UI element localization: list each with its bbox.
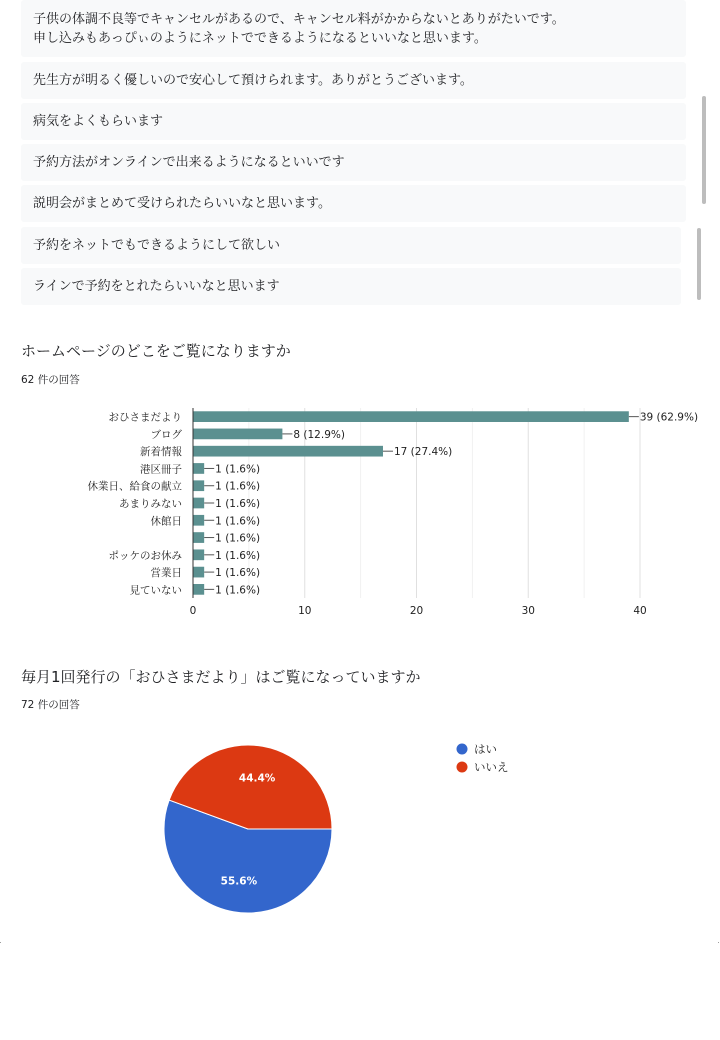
x-tick-label: 40 xyxy=(633,605,647,617)
bar xyxy=(193,584,204,595)
response-list[interactable] xyxy=(0,0,720,310)
bar xyxy=(193,429,282,440)
x-tick-label: 30 xyxy=(521,605,535,617)
slice-label: 44.4% xyxy=(238,772,276,785)
bar xyxy=(193,549,204,560)
bar xyxy=(193,498,204,509)
bar-chart-layer xyxy=(88,408,699,617)
x-tick-label: 0 xyxy=(189,605,197,617)
legend-label: いいえ xyxy=(474,760,509,774)
bar xyxy=(193,515,204,526)
question-title: ホームページのどこをご覧になりますか xyxy=(21,342,291,360)
category-label: 見ていない xyxy=(129,584,182,597)
response-item xyxy=(21,144,686,181)
bar xyxy=(193,532,204,543)
category-label: 休館日 xyxy=(150,515,182,528)
response-text: 病気をよくもらいます xyxy=(33,114,164,129)
category-label: 休業日、給食の献立 xyxy=(87,480,182,493)
category-label: ブログ xyxy=(150,428,182,441)
legend-label: はい xyxy=(474,742,497,756)
scrollbar-thumb[interactable] xyxy=(702,96,706,204)
bar xyxy=(193,567,204,578)
response-text: 先生方が明るく優しいので安心して預けられます。ありがとうございます。 xyxy=(33,73,473,88)
response-text: ラインで予約をとれたらいいなと思います xyxy=(33,279,280,294)
scrollbar-thumb-inner[interactable] xyxy=(697,228,701,300)
data-label: 1 (1.6%) xyxy=(215,549,261,562)
category-label: ポッケのお休み xyxy=(108,549,182,562)
response-count: 62 件の回答 xyxy=(21,374,80,386)
response-item xyxy=(21,62,686,99)
pie-chart xyxy=(0,725,720,945)
response-count: 72 件の回答 xyxy=(21,699,80,711)
response-text: 予約をネットでもできるようにして欲しい xyxy=(33,238,281,253)
question-title: 毎月1回発行の「おひさまだより」はご覧になっていますか xyxy=(21,668,421,686)
data-label: 8 (12.9%) xyxy=(293,428,345,441)
response-item xyxy=(21,103,686,140)
response-text: 予約方法がオンラインで出来るようになるといいです xyxy=(33,155,345,170)
response-item xyxy=(21,268,681,305)
bar xyxy=(193,446,383,457)
data-label: 1 (1.6%) xyxy=(215,498,261,510)
data-label: 1 (1.6%) xyxy=(215,480,261,493)
pie-chart-layer xyxy=(164,742,509,913)
category-label: 新着情報 xyxy=(140,446,182,459)
bar-chart xyxy=(0,400,720,640)
data-label: 1 (1.6%) xyxy=(215,584,261,597)
data-label: 17 (27.4%) xyxy=(393,446,453,459)
response-item xyxy=(21,227,681,264)
x-tick-label: 10 xyxy=(298,605,312,617)
edge-mark xyxy=(718,942,719,943)
edge-mark xyxy=(0,942,1,943)
legend-swatch xyxy=(457,744,468,755)
x-tick-label: 20 xyxy=(409,605,424,617)
slice-label: 55.6% xyxy=(220,875,258,888)
data-label: 1 (1.6%) xyxy=(215,463,261,476)
response-item xyxy=(21,185,686,222)
bar xyxy=(193,480,204,491)
category-label: おひさまだより xyxy=(108,411,182,424)
bar xyxy=(193,463,204,474)
category-label: あまりみない xyxy=(119,498,182,510)
bar xyxy=(193,411,629,422)
legend-swatch xyxy=(457,762,468,773)
data-label: 1 (1.6%) xyxy=(215,515,261,528)
response-text: 説明会がまとめて受けられたらいいなと思います。 xyxy=(33,196,331,211)
category-label: 港区冊子 xyxy=(140,463,182,476)
response-item xyxy=(21,0,686,57)
category-label: 営業日 xyxy=(150,567,182,580)
data-label: 39 (62.9%) xyxy=(639,411,699,424)
response-text: 子供の体調不良等でキャンセルがあるので、キャンセル料がかからないとありがたいです。 申し込みもあっぴぃのようにネットでできるようになるといいなと思います。 xyxy=(33,11,565,46)
data-label: 1 (1.6%) xyxy=(215,532,261,545)
data-label: 1 (1.6%) xyxy=(215,567,261,580)
